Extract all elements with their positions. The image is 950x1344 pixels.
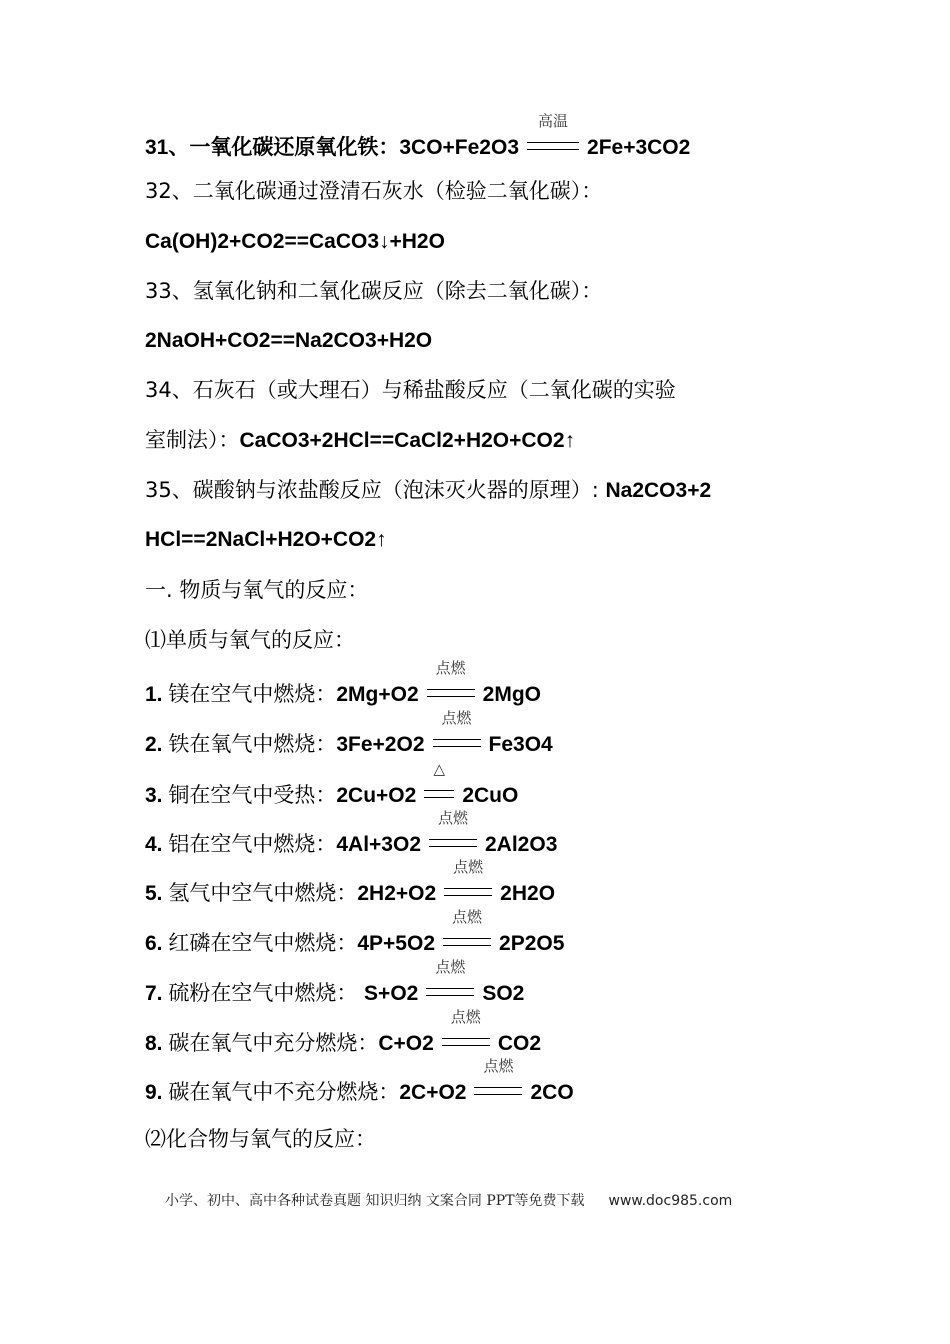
condition-sign [424,760,454,809]
condition-sign [444,858,492,907]
page-footer [165,1190,732,1210]
equation-35-title [145,476,711,505]
condition-sign [426,958,474,1007]
double-line-icon [426,988,474,996]
reaction-label: 镁在空气中燃烧： [168,682,337,706]
reactants: 3CO+Fe2O3 [399,136,520,159]
condition-label: 点燃 [450,1008,481,1026]
reaction-label: 碳在氧气中充分燃烧： [168,1031,379,1055]
equation-34 [145,426,575,455]
double-line-icon [443,938,491,946]
products: 2Al2O3 [485,833,558,856]
condition-sign [433,709,481,758]
reaction-4 [145,809,558,859]
double-line-icon [433,739,481,747]
footer-url[interactable]: www.doc985.com [608,1193,733,1209]
reaction-number: 5. [145,882,169,905]
reaction-9 [145,1057,574,1107]
reaction-label: 硫粉在空气中燃烧： [168,981,365,1005]
double-line-icon [424,790,454,798]
products: 2Fe+3CO2 [587,136,691,159]
reactants: 2Cu+O2 [336,784,417,807]
condition-sign [474,1057,522,1106]
condition-label: 点燃 [435,958,466,976]
reactants: 4Al+3O2 [336,833,421,856]
products: 2P2O5 [499,932,565,955]
reaction-2 [145,709,553,759]
equation-31 [145,112,691,162]
reactants: 2H2+O2 [357,882,437,905]
condition-sign [427,659,475,708]
reactants: 4P+5O2 [357,932,436,955]
equation-label: 室制法）： [145,428,240,452]
reactants: 3Fe+2O2 [336,733,425,756]
reaction-3 [145,760,519,810]
reaction-number: 7. [145,982,169,1005]
reaction-number: 3. [145,784,169,807]
reaction-number: 9. [145,1081,169,1104]
equation-32: Ca(OH)2+CO2==CaCO3↓+H2O [145,230,445,253]
reaction-6 [145,908,565,958]
condition-label: 点燃 [435,659,466,677]
condition-sign [442,1008,490,1057]
reaction-7 [145,958,525,1008]
subsection-heading-2: ⑵化合物与氧气的反应： [145,1127,376,1151]
equation-label: 35、碳酸钠与浓盐酸反应（泡沫灭火器的原理）: [145,478,606,502]
equation-number: 31、一氧化碳还原氧化铁： [145,136,400,159]
reaction-8 [145,1008,541,1058]
reactants: C+O2 [378,1032,434,1055]
double-line-icon [427,689,475,697]
reaction-label: 铁在氧气中燃烧： [168,732,337,756]
equation-body: Na2CO3+2 [605,479,712,502]
equation-body: CaCO3+2HCl==CaCl2+H2O+CO2↑ [239,429,576,452]
condition-sign [429,809,477,858]
reaction-label: 铜在空气中受热： [168,783,337,807]
double-line-icon [444,888,492,896]
reaction-label: 氢气中空气中燃烧： [168,881,358,905]
reaction-1 [145,659,541,709]
reaction-number: 8. [145,1032,169,1055]
double-line-icon [527,142,579,150]
double-line-icon [474,1087,522,1095]
products: CO2 [497,1032,541,1055]
reactants: 2Mg+O2 [336,683,419,706]
products: SO2 [482,982,525,1005]
condition-label: 点燃 [437,809,468,827]
equation-33: 2NaOH+CO2==Na2CO3+H2O [145,329,433,352]
condition-sign [443,908,491,957]
double-line-icon [442,1038,490,1046]
heat-icon: △ [433,760,446,778]
products: 2CuO [462,784,519,807]
condition-label: 高温 [538,112,569,130]
reaction-5 [145,858,556,908]
products: 2MgO [482,683,541,706]
condition-label: 点燃 [483,1057,514,1075]
reactants: S+O2 [364,982,419,1005]
equation-32-title: 32、二氧化碳通过澄清石灰水（检验二氧化碳）： [145,179,603,203]
reaction-label: 红磷在空气中燃烧： [168,931,358,955]
double-line-icon [429,839,477,847]
reactants: 2C+O2 [399,1081,467,1104]
condition-label: 点燃 [441,709,472,727]
condition-label: 点燃 [453,858,484,876]
reaction-number: 4. [145,833,169,856]
section-heading: 一. 物质与氧气的反应： [145,578,369,602]
reaction-number: 1. [145,683,169,706]
condition-sign [527,112,579,161]
reaction-number: 6. [145,932,169,955]
products: Fe3O4 [488,733,553,756]
products: 2H2O [500,882,556,905]
condition-label: 点燃 [452,908,483,926]
footer-text: 小学、初中、高中各种试卷真题 知识归纳 文案合同 PPT等免费下载 [165,1193,585,1209]
subsection-heading: ⑴单质与氧气的反应： [145,628,355,652]
products: 2CO [530,1081,574,1104]
reaction-number: 2. [145,733,169,756]
equation-33-title: 33、氢氧化钠和二氧化碳反应（除去二氧化碳）： [145,279,603,303]
equation-35: HCl==2NaCl+H2O+CO2↑ [145,528,387,551]
reaction-label: 碳在氧气中不充分燃烧： [168,1080,400,1104]
reaction-label: 铝在空气中燃烧： [168,832,337,856]
equation-34-title: 34、石灰石（或大理石）与稀盐酸反应（二氧化碳的实验 [145,378,676,402]
